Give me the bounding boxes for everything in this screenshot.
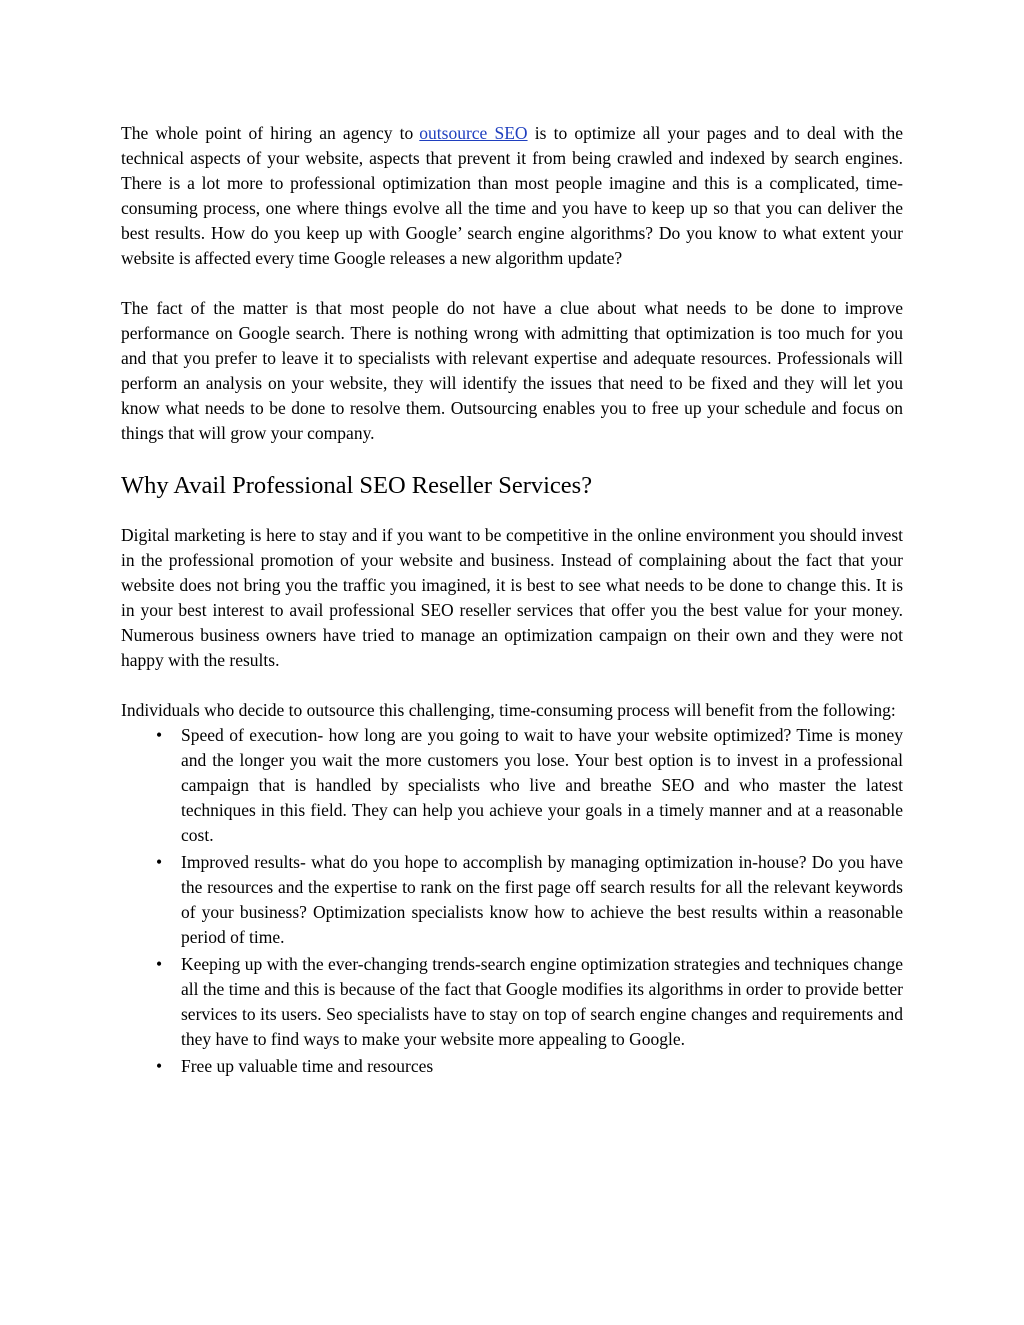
list-item-text: Speed of execution- how long are you going to wait to have your website optimized? Time is money and the longer you wait the more customers you lose. Your best option is to invest in a professional campaign that is handled by specialists who live and breathe SEO and who master the latest techniques in this field. They can help you achieve your goals in a timely manner and at a reasonable cost.: [181, 725, 903, 845]
section-heading: Why Avail Professional SEO Reseller Services?: [121, 472, 593, 499]
list-item-text: Improved results- what do you hope to accomplish by managing optimization in-house? Do you have the resources and the expertise to rank on the first page off search results for all the relevant keywords of your business? Optimization specialists know how to achieve the best results within a reasonable period of time.: [181, 852, 903, 947]
paragraph-digital-marketing: Digital marketing is here to stay and if you want to be competitive in the online environment you should invest in the professional promotion of your website and business. Instead of complaining about the fact that your website does not bring you the traffic you imagined, it is best to see what needs to be done to change this. It is in your best interest to avail professional SEO reseller services that offer you the best value for your money. Numerous business owners have tried to manage an optimization campaign on their own and they were not happy with the results.: [121, 525, 903, 670]
bullet-icon: •: [156, 725, 163, 745]
list-item-text: Free up valuable time and resources: [181, 1056, 434, 1076]
paragraph-individuals: Individuals who decide to outsource this challenging, time-consuming process will benefit from the following:: [121, 700, 896, 720]
list-item: [121, 1054, 903, 1079]
paragraph-intro-lead: The whole point of hiring an agency to: [121, 123, 414, 143]
document-body: [121, 121, 903, 1081]
bullet-icon: •: [156, 852, 163, 872]
paragraph-fact: The fact of the matter is that most people do not have a clue about what needs to be done to improve performance on Google search. There is nothing wrong with admitting that optimization is too much for you and that you prefer to leave it to specialists with relevant expertise and adequate resources. Professionals will perform an analysis on your website, they will identify the issues that need to be fixed and they will let you know what needs to be done to resolve them. Outsourcing enables you to free up your schedule and focus on things that will grow your company.: [121, 298, 903, 443]
list-item: [121, 952, 903, 1052]
paragraph-intro: [121, 121, 903, 271]
bullet-icon: •: [156, 1056, 163, 1076]
list-item-text: Keeping up with the ever-changing trends-search engine optimization strategies and techniques change all the time and this is because of the fact that Google modifies its algorithms in order to provide better services to its users. Seo specialists have to stay on top of search engine changes and requirements and they have to find ways to make your website more appealing to Google.: [181, 954, 903, 1049]
outsource-seo-link[interactable]: outsource SEO: [419, 123, 528, 143]
paragraph-intro-rest: is to optimize all your pages and to deal with the technical aspects of your website, aspects that prevent it from being crawled and indexed by search engines. There is a lot more to professional optimization than most people imagine and this is a complicated, time-consuming process, one where things evolve all the time and you have to keep up so that you can deliver the best results. How do you keep up with Google’ search engine algorithms? Do you know to what extent your website is affected every time Google releases a new algorithm update?: [121, 123, 903, 268]
bullet-icon: •: [156, 954, 163, 974]
list-item: [121, 850, 903, 950]
list-item: [121, 723, 903, 848]
benefits-list: [121, 723, 903, 1079]
